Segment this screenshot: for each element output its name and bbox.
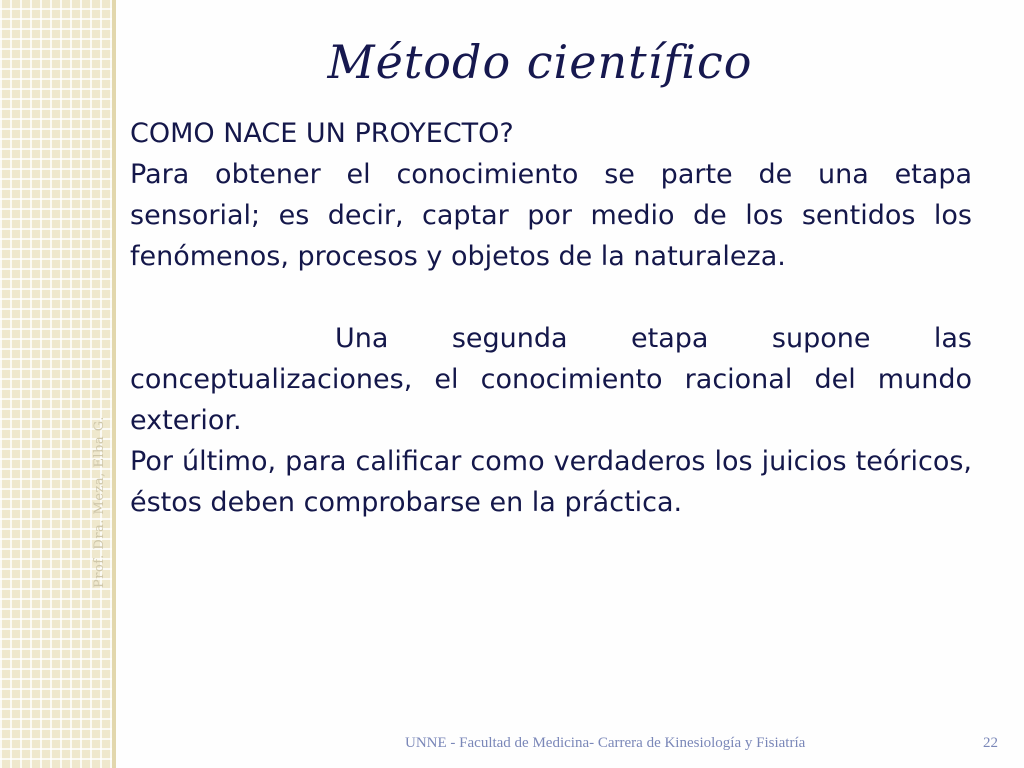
- decorative-side-band: [0, 0, 112, 768]
- paragraph-practice-stage: Por último, para calificar como verdaderos los juicios teóricos, éstos deben comprobarse en la práctica.: [130, 446, 972, 518]
- slide-title: Método científico: [327, 35, 753, 89]
- paragraph-sensorial-stage: Para obtener el conocimiento se parte de una etapa sensorial; es decir, captar por medio de los sentidos los fenómenos, procesos y objetos de la naturaleza.: [130, 159, 972, 272]
- paragraph-conceptual-stage: Una segunda etapa supone las conceptualizaciones, el conocimiento racional del mundo exterior.: [130, 323, 972, 436]
- slide-body: [130, 113, 972, 523]
- section-heading: COMO NACE UN PROYECTO?: [130, 118, 514, 149]
- author-label: Prof. Dra. Meza, Elba G.: [92, 416, 107, 588]
- side-band-edge: [112, 0, 116, 768]
- page-number: 22: [983, 735, 998, 751]
- slide-footer: UNNE - Facultad de Medicina- Carrera de Kinesiología y Fisiatría: [405, 735, 806, 751]
- paragraph-spacer: [130, 277, 972, 318]
